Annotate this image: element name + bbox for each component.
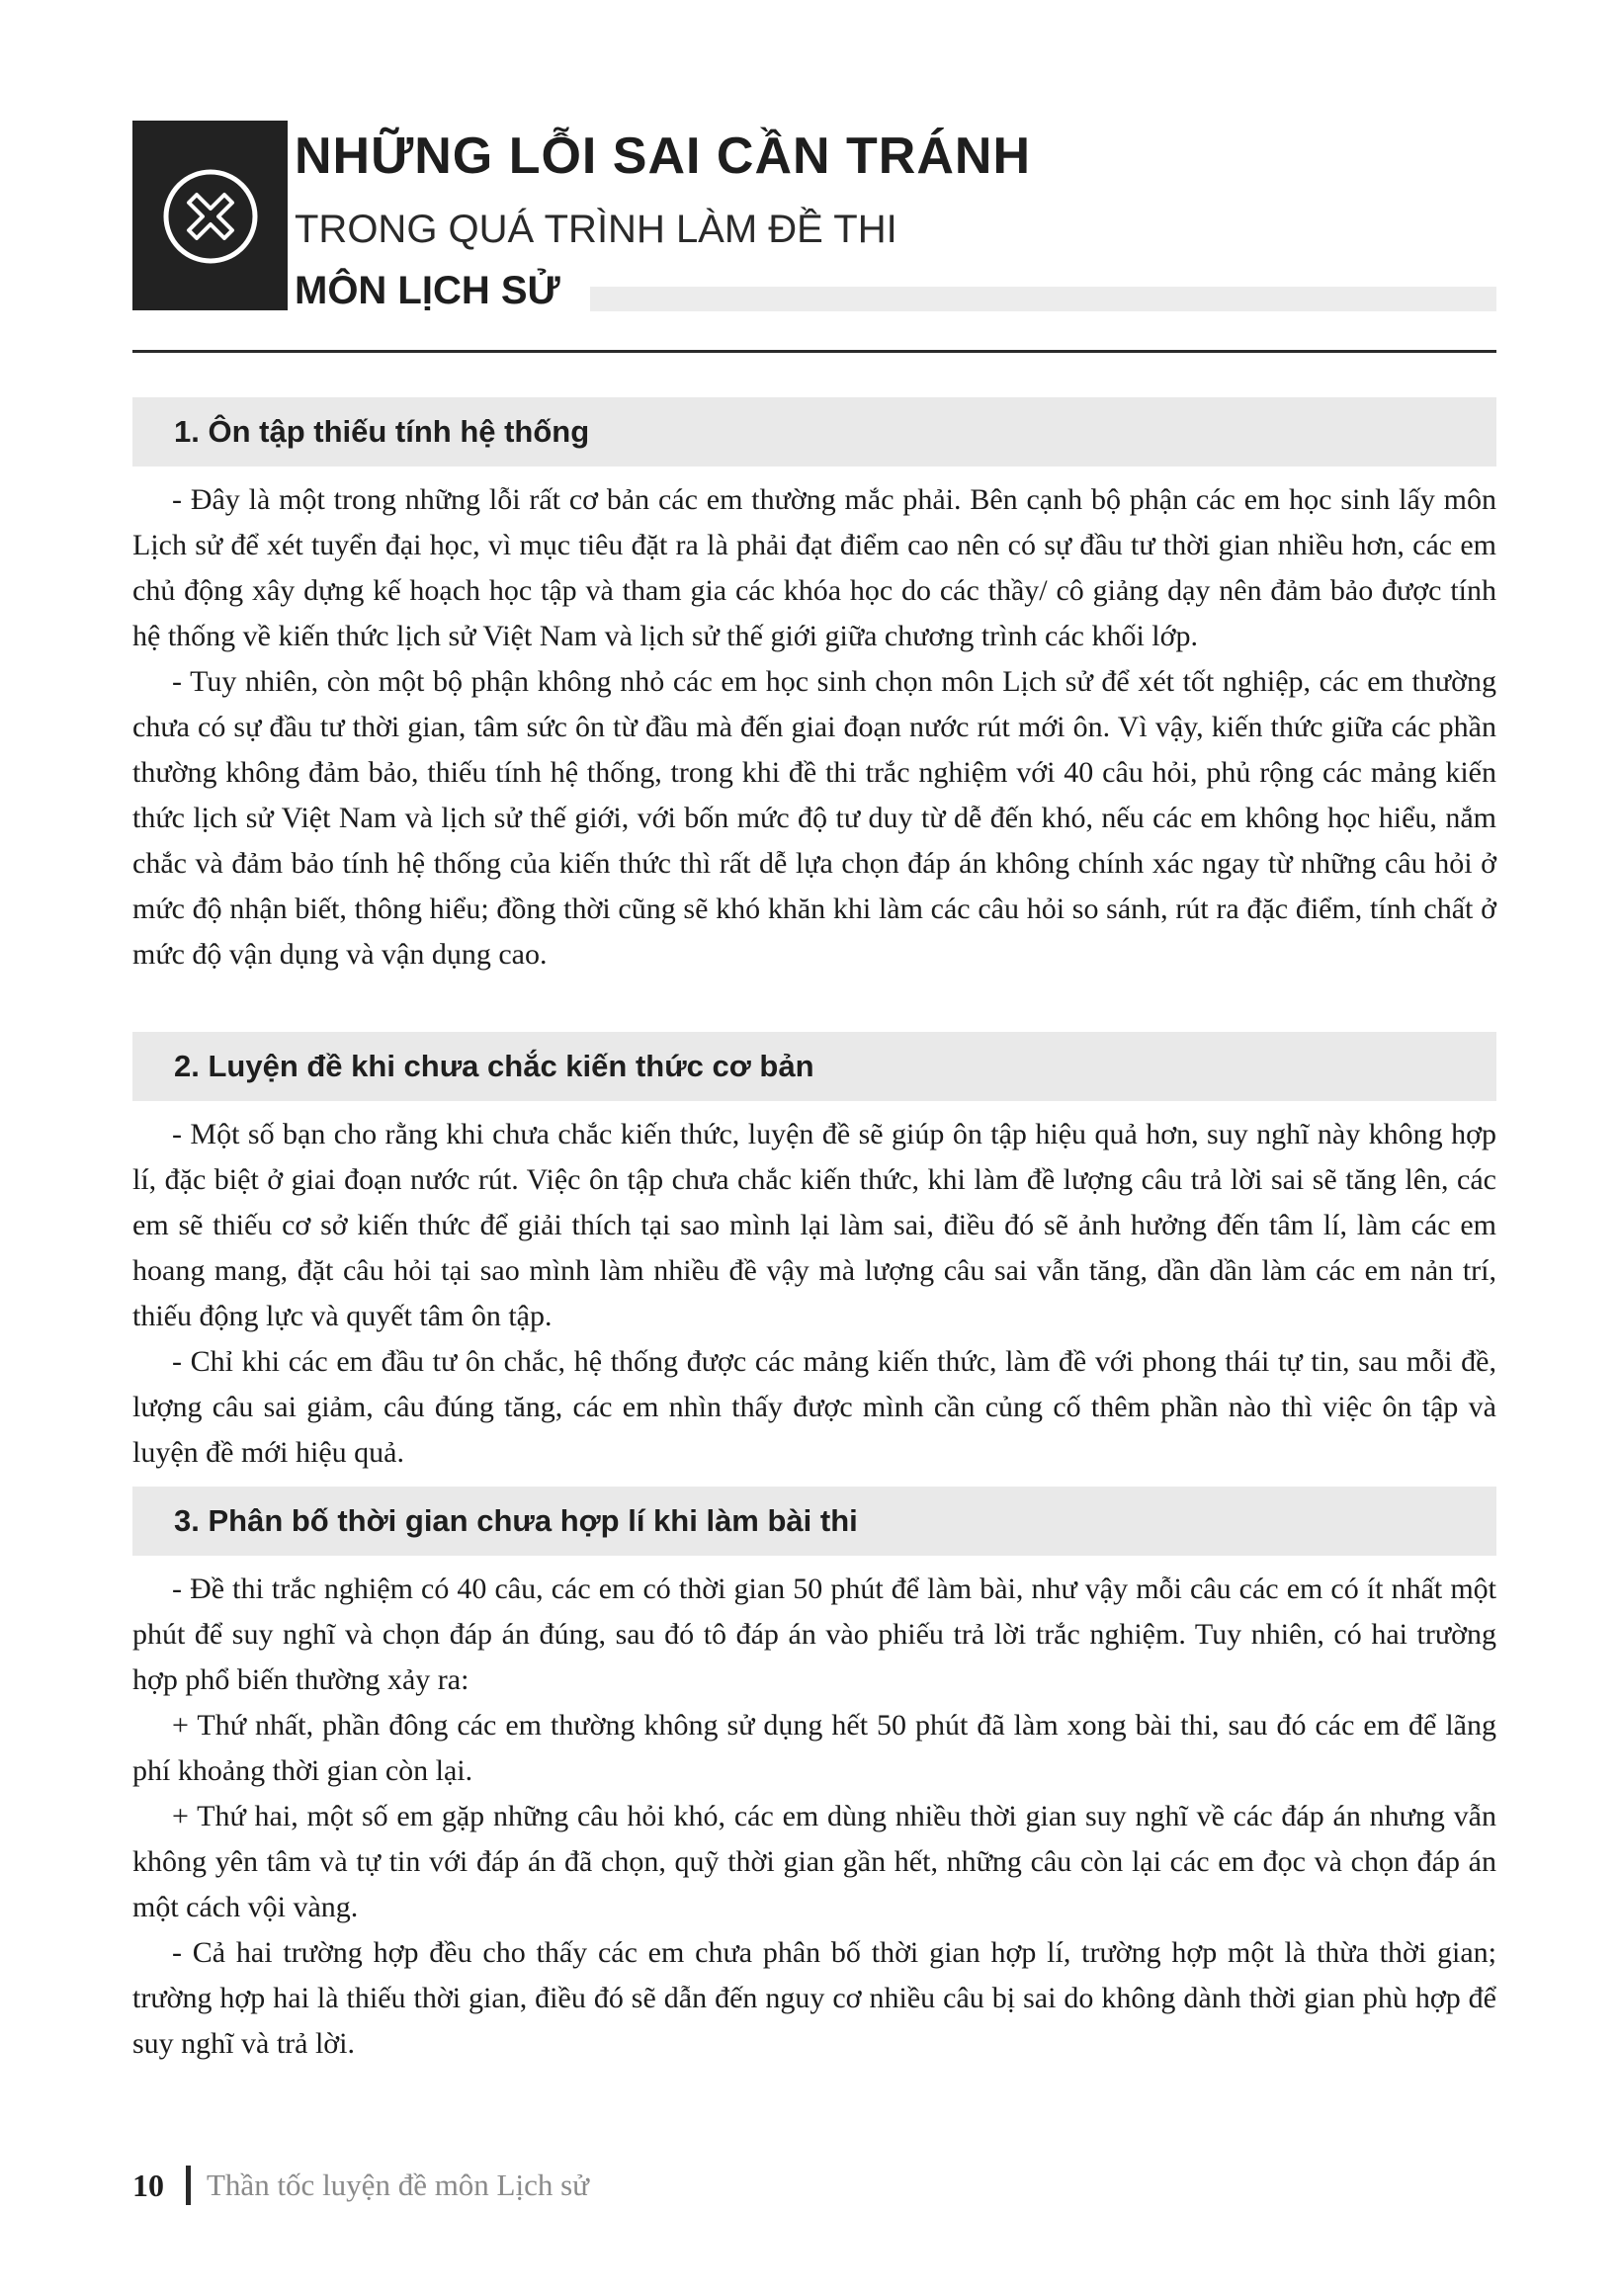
paragraph: - Chỉ khi các em đầu tư ôn chắc, hệ thống được các mảng kiến thức, làm đề với phong thái tự tin, sau mỗi đề, lượng câu sai giảm, câu đúng tăng, các em nhìn thấy được mình cần củng cố thêm phần nào thì việc ôn tập và luyện đề mới hiệu quả. xyxy=(132,1345,1496,1469)
close-circle-icon xyxy=(156,162,265,271)
paragraph: - Đề thi trắc nghiệm có 40 câu, các em có thời gian 50 phút để làm bài, như vậy mỗi câu các em có ít nhất một phút để suy nghĩ và chọn đáp án đúng, sau đó tô đáp án vào phiếu trả lời trắc nghiệm. Tuy nhiên, có hai trường hợp phổ biến thường xảy ra: xyxy=(132,1573,1496,1696)
book-title: Thần tốc luyện đề môn Lịch sử xyxy=(207,2168,589,2202)
paragraph: + Thứ hai, một số em gặp những câu hỏi khó, các em dùng nhiều thời gian suy nghĩ về các đáp án nhưng vẫn không yên tâm và tự tin với đáp án đã chọn, quỹ thời gian gần hết, những câu còn lại các em đọc và chọn đáp án một cách vội vàng. xyxy=(132,1800,1496,1923)
header-divider xyxy=(132,350,1496,353)
section-heading-3: 3. Phân bố thời gian chưa hợp lí khi làm bài thi xyxy=(132,1487,1496,1556)
footer-separator xyxy=(186,2166,191,2205)
page-footer xyxy=(132,2163,589,2208)
section-body-2 xyxy=(132,1112,1496,1476)
header-decor-bar xyxy=(590,287,1496,311)
section-body-3 xyxy=(132,1567,1496,2067)
page-subtitle: TRONG QUÁ TRÌNH LÀM ĐỀ THI xyxy=(295,208,897,251)
paragraph: - Tuy nhiên, còn một bộ phận không nhỏ các em học sinh chọn môn Lịch sử để xét tốt nghiệp, các em thường chưa có sự đầu tư thời gian, tâm sức ôn từ đầu mà đến giai đoạn nước rút mới ôn. Vì vậy, kiến thức giữa các phần thường không đảm bảo, thiếu tính hệ thống, trong khi đề thi trắc nghiệm với 40 câu hỏi, phủ rộng các mảng kiến thức lịch sử Việt Nam và lịch sử thế giới, với bốn mức độ tư duy từ dễ đến khó, nếu các em không học hiểu, nắm chắc và đảm bảo tính hệ thống của kiến thức thì rất dễ lựa chọn đáp án không chính xác ngay từ những câu hỏi ở mức độ nhận biết, thông hiểu; đồng thời cũng sẽ khó khăn khi làm các câu hỏi so sánh, rút ra đặc điểm, tính chất ở mức độ vận dụng và vận dụng cao. xyxy=(132,665,1496,971)
subject-title: MÔN LỊCH SỬ xyxy=(295,269,560,312)
section-body-1 xyxy=(132,477,1496,978)
page-title: NHỮNG LỖI SAI CẦN TRÁNH xyxy=(295,128,1032,185)
paragraph: - Đây là một trong những lỗi rất cơ bản các em thường mắc phải. Bên cạnh bộ phận các em học sinh lấy môn Lịch sử để xét tuyển đại học, vì mục tiêu đặt ra là phải đạt điểm cao nên có sự đầu tư thời gian nhiều hơn, các em chủ động xây dựng kế hoạch học tập và tham gia các khóa học do các thầy/ cô giảng dạy nên đảm bảo được tính hệ thống về kiến thức lịch sử Việt Nam và lịch sử thế giới giữa chương trình các khối lớp. xyxy=(132,483,1496,652)
page-number: 10 xyxy=(132,2168,164,2203)
paragraph: - Cả hai trường hợp đều cho thấy các em chưa phân bố thời gian hợp lí, trường hợp một là thừa thời gian; trường hợp hai là thiếu thời gian, điều đó sẽ dẫn đến nguy cơ nhiều câu bị sai do không dành thời gian phù hợp để suy nghĩ và trả lời. xyxy=(132,1936,1496,2060)
paragraph: + Thứ nhất, phần đông các em thường không sử dụng hết 50 phút đã làm xong bài thi, sau đó các em để lãng phí khoảng thời gian còn lại. xyxy=(132,1709,1496,1787)
section-heading-1: 1. Ôn tập thiếu tính hệ thống xyxy=(132,397,1496,467)
section-heading-2: 2. Luyện đề khi chưa chắc kiến thức cơ bản xyxy=(132,1032,1496,1101)
paragraph: - Một số bạn cho rằng khi chưa chắc kiến thức, luyện đề sẽ giúp ôn tập hiệu quả hơn, suy nghĩ này không hợp lí, đặc biệt ở giai đoạn nước rút. Việc ôn tập chưa chắc kiến thức, khi làm đề lượng câu trả lời sai sẽ tăng lên, các em sẽ thiếu cơ sở kiến thức để giải thích tại sao mình lại làm sai, điều đó sẽ ảnh hưởng đến tâm lí, làm các em hoang mang, đặt câu hỏi tại sao mình làm nhiều đề vậy mà lượng câu sai vẫn tăng, dần dần làm các em nản trí, thiếu động lực và quyết tâm ôn tập. xyxy=(132,1118,1496,1332)
header-icon-box xyxy=(132,121,288,310)
